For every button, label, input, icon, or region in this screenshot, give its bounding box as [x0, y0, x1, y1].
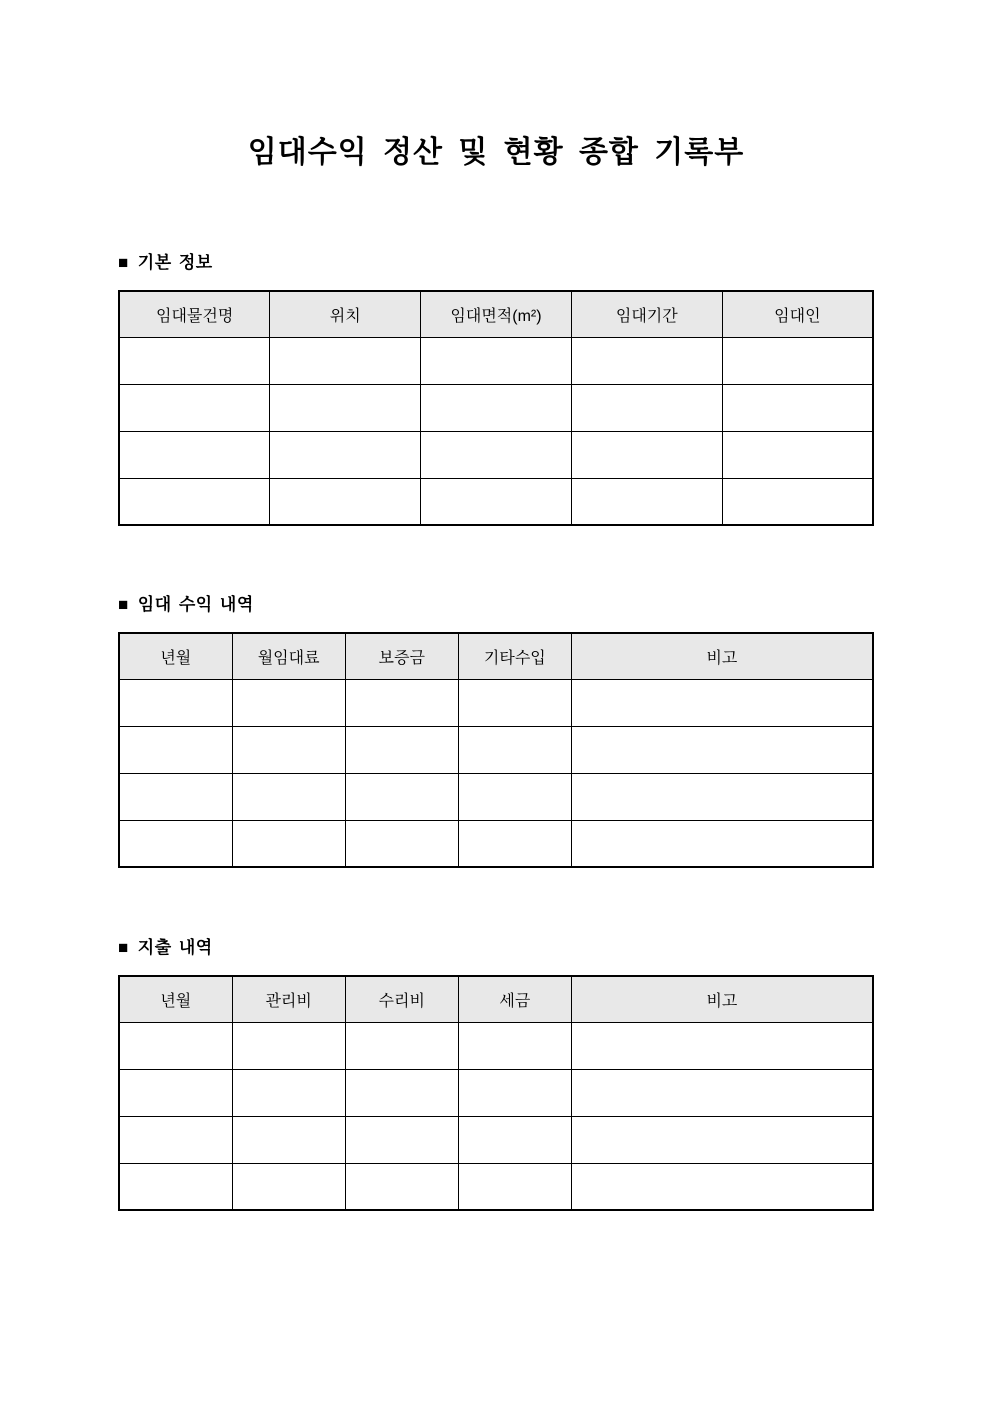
- empty-cell: [119, 478, 270, 525]
- table-header-row: [119, 291, 873, 337]
- table-row: [119, 337, 873, 384]
- table-row: [119, 1163, 873, 1210]
- column-header: 년월: [119, 633, 232, 679]
- empty-cell: [421, 337, 572, 384]
- section-title: 임대 수익 내역: [137, 595, 254, 614]
- empty-cell: [421, 384, 572, 431]
- table-row: [119, 773, 873, 820]
- empty-cell: [571, 478, 722, 525]
- column-header: 임대인: [722, 291, 873, 337]
- section-heading: [118, 936, 874, 960]
- table-row: [119, 726, 873, 773]
- empty-cell: [722, 384, 873, 431]
- table-header-row: [119, 633, 873, 679]
- section-heading: [118, 251, 874, 275]
- table-row: [119, 478, 873, 525]
- empty-cell: [571, 337, 722, 384]
- empty-cell: [571, 726, 873, 773]
- empty-cell: [232, 1022, 345, 1069]
- column-header: 세금: [458, 976, 571, 1022]
- column-header: 기타수입: [458, 633, 571, 679]
- empty-cell: [571, 679, 873, 726]
- empty-cell: [119, 679, 232, 726]
- empty-cell: [232, 1069, 345, 1116]
- section-rental-income: [118, 593, 874, 868]
- black-square-bullet-icon: ■: [118, 595, 129, 614]
- table-row: [119, 820, 873, 867]
- empty-cell: [571, 820, 873, 867]
- empty-cell: [458, 679, 571, 726]
- empty-cell: [345, 1116, 458, 1163]
- empty-cell: [722, 337, 873, 384]
- table-header-row: [119, 976, 873, 1022]
- column-header: 비고: [571, 633, 873, 679]
- empty-cell: [232, 1163, 345, 1210]
- empty-cell: [119, 1022, 232, 1069]
- empty-cell: [458, 1163, 571, 1210]
- empty-cell: [119, 820, 232, 867]
- column-header: 보증금: [345, 633, 458, 679]
- empty-cell: [232, 773, 345, 820]
- black-square-bullet-icon: ■: [118, 938, 129, 957]
- column-header: 월임대료: [232, 633, 345, 679]
- empty-cell: [345, 726, 458, 773]
- black-square-bullet-icon: ■: [118, 253, 129, 272]
- table-row: [119, 431, 873, 478]
- empty-cell: [232, 820, 345, 867]
- empty-cell: [345, 820, 458, 867]
- empty-cell: [345, 1163, 458, 1210]
- empty-cell: [571, 1116, 873, 1163]
- empty-cell: [458, 820, 571, 867]
- empty-cell: [345, 1022, 458, 1069]
- empty-cell: [119, 773, 232, 820]
- table-row: [119, 384, 873, 431]
- empty-cell: [458, 1116, 571, 1163]
- column-header: 비고: [571, 976, 873, 1022]
- empty-cell: [571, 1163, 873, 1210]
- column-header: 임대기간: [571, 291, 722, 337]
- empty-cell: [345, 773, 458, 820]
- empty-cell: [571, 431, 722, 478]
- column-header: 년월: [119, 976, 232, 1022]
- empty-cell: [345, 1069, 458, 1116]
- empty-cell: [119, 384, 270, 431]
- empty-cell: [421, 431, 572, 478]
- column-header: 수리비: [345, 976, 458, 1022]
- empty-cell: [270, 384, 421, 431]
- empty-cell: [270, 431, 421, 478]
- empty-cell: [119, 1116, 232, 1163]
- column-header: 임대물건명: [119, 291, 270, 337]
- column-header: 임대면적(m²): [421, 291, 572, 337]
- section-title: 기본 정보: [137, 253, 213, 272]
- empty-cell: [421, 478, 572, 525]
- empty-cell: [345, 679, 458, 726]
- table-row: [119, 1116, 873, 1163]
- empty-cell: [119, 337, 270, 384]
- empty-cell: [119, 1069, 232, 1116]
- section-expenses: [118, 936, 874, 1211]
- empty-cell: [119, 431, 270, 478]
- section-title: 지출 내역: [137, 938, 213, 957]
- empty-cell: [232, 679, 345, 726]
- column-header: 관리비: [232, 976, 345, 1022]
- empty-cell: [232, 1116, 345, 1163]
- empty-cell: [119, 1163, 232, 1210]
- empty-cell: [458, 1069, 571, 1116]
- table-row: [119, 1022, 873, 1069]
- empty-cell: [458, 726, 571, 773]
- empty-cell: [270, 337, 421, 384]
- expenses-table: [118, 975, 874, 1211]
- empty-cell: [571, 1022, 873, 1069]
- empty-cell: [722, 478, 873, 525]
- column-header: 위치: [270, 291, 421, 337]
- empty-cell: [571, 384, 722, 431]
- empty-cell: [119, 726, 232, 773]
- empty-cell: [571, 773, 873, 820]
- empty-cell: [571, 1069, 873, 1116]
- basic-info-table: [118, 290, 874, 526]
- empty-cell: [722, 431, 873, 478]
- section-heading: [118, 593, 874, 617]
- section-basic-info: [118, 251, 874, 526]
- empty-cell: [232, 726, 345, 773]
- rental-income-table: [118, 632, 874, 868]
- document-title: 임대수익 정산 및 현황 종합 기록부: [247, 136, 745, 169]
- empty-cell: [270, 478, 421, 525]
- table-row: [119, 679, 873, 726]
- table-row: [119, 1069, 873, 1116]
- empty-cell: [458, 773, 571, 820]
- empty-cell: [458, 1022, 571, 1069]
